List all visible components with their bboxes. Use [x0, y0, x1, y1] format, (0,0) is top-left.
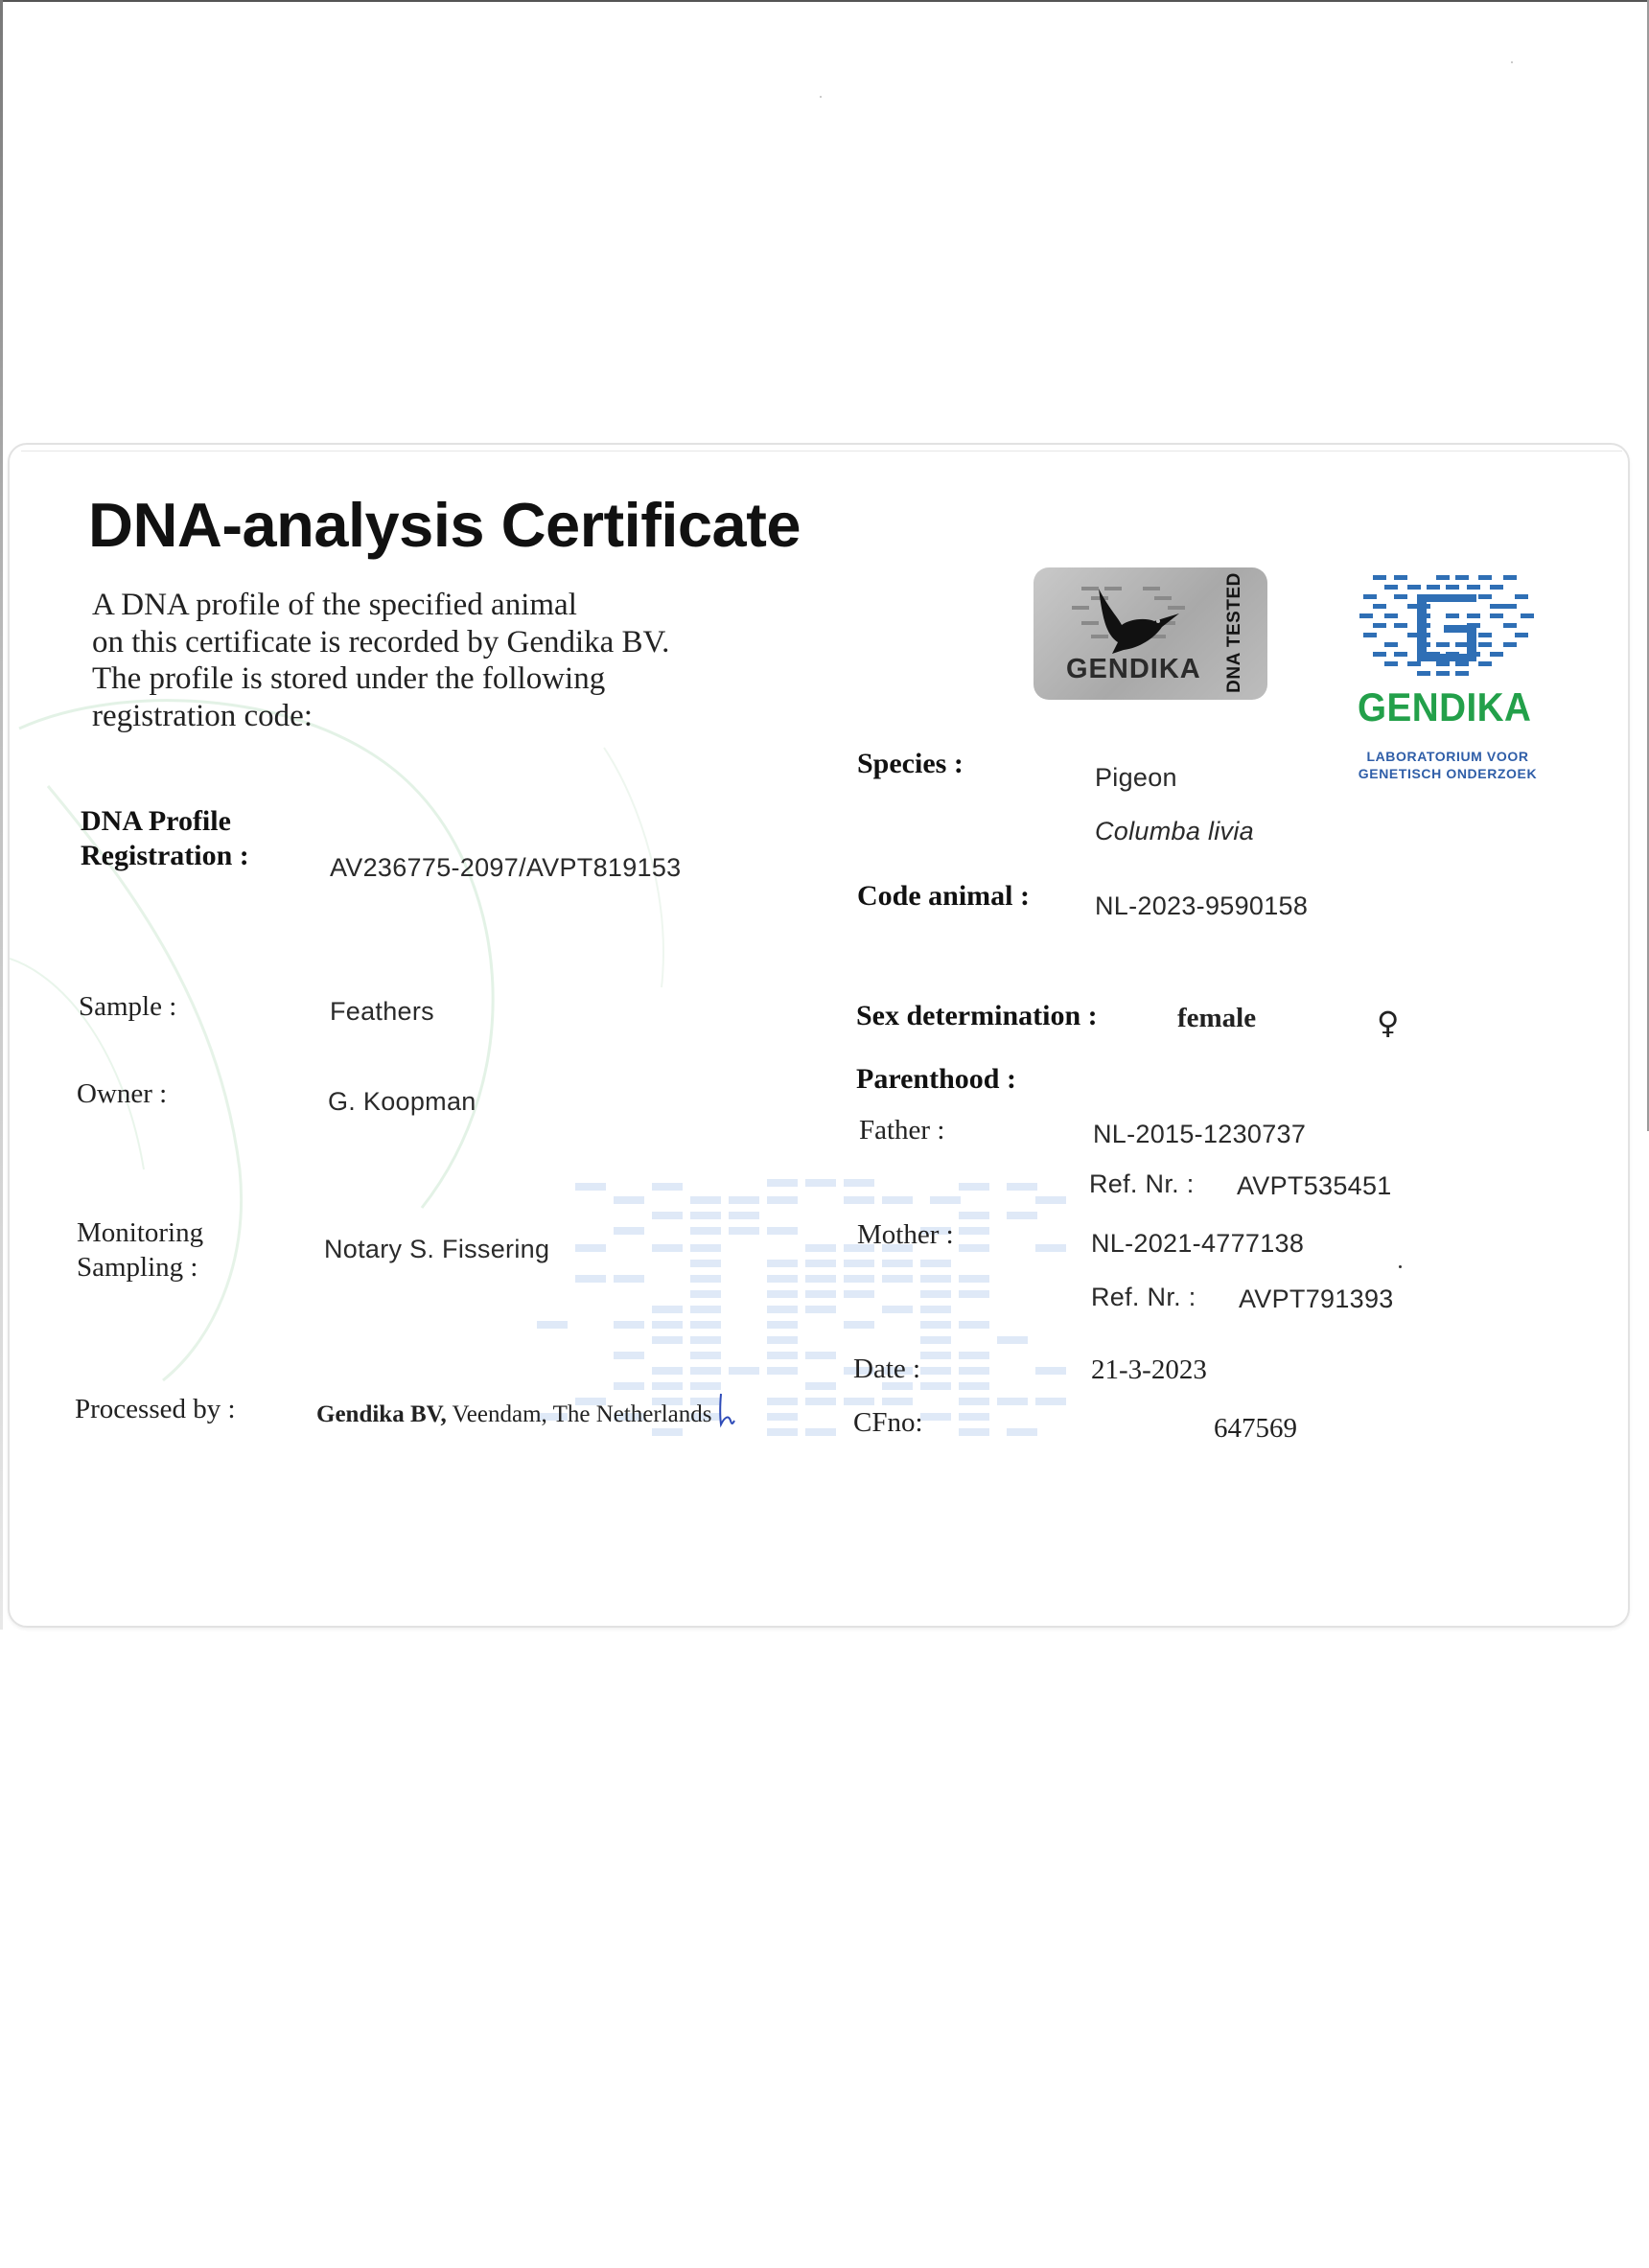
mother-label: Mother : [857, 1219, 954, 1250]
gendika-logo-subtitle [1352, 748, 1544, 782]
father-ref-value: AVPT535451 [1237, 1171, 1392, 1200]
code-animal-value: NL-2023-9590158 [1095, 891, 1309, 920]
mother-ref-label: Ref. Nr. : [1091, 1283, 1196, 1311]
gendika-logo-icon [1359, 571, 1534, 679]
pigeon-icon [1062, 579, 1206, 656]
processed-by-company: Gendika BV, [316, 1401, 447, 1427]
species-common-name: Pigeon [1095, 763, 1177, 792]
monitoring-label-line1: Monitoring [77, 1217, 204, 1248]
registration-label-line1: DNA Profile [81, 805, 231, 837]
processed-by-value [316, 1401, 712, 1428]
mother-ref-value: AVPT791393 [1239, 1284, 1394, 1313]
processed-by-location: Veendam, The Netherlands [446, 1401, 712, 1427]
scan-speck [1511, 61, 1513, 63]
gendika-logo-wordmark: GENDIKA [1358, 684, 1532, 729]
scan-edge-left [0, 0, 3, 1630]
sample-label: Sample : [79, 991, 177, 1022]
owner-label: Owner : [77, 1078, 168, 1109]
scan-edge-top [0, 0, 1649, 2]
scan-speck [820, 96, 822, 98]
sample-value: Feathers [330, 997, 434, 1026]
intro-paragraph [92, 587, 669, 734]
father-value: NL-2015-1230737 [1093, 1120, 1307, 1148]
sex-value: female [1177, 1003, 1257, 1033]
intro-line: registration code: [92, 698, 314, 733]
registration-label-line2: Registration : [81, 840, 249, 871]
certificate-title: DNA-analysis Certificate [88, 490, 801, 560]
intro-line: on this certificate is recorded by Gendika BV. [92, 624, 670, 660]
father-ref-label: Ref. Nr. : [1089, 1169, 1195, 1198]
monitoring-value: Notary S. Fissering [324, 1235, 550, 1263]
date-value: 21-3-2023 [1091, 1354, 1207, 1385]
gendika-watermark [527, 1177, 1122, 1522]
registration-value: AV236775-2097/AVPT819153 [330, 853, 682, 882]
species-latin-name: Columba livia [1095, 817, 1254, 845]
father-label: Father : [859, 1115, 945, 1146]
seal-dna-tested-text: DNA TESTED [1224, 572, 1245, 693]
cfno-value: 647569 [1214, 1413, 1297, 1444]
parenthood-label: Parenthood : [856, 1063, 1016, 1095]
mother-value: NL-2021-4777138 [1091, 1229, 1305, 1258]
logo-subtitle-line: GENETISCH ONDERZOEK [1358, 766, 1538, 781]
processed-by-label: Processed by : [75, 1394, 236, 1424]
female-symbol-icon: ♀ [1377, 1005, 1400, 1041]
date-label: Date : [853, 1354, 921, 1384]
monitoring-label-line2: Sampling : [77, 1252, 198, 1283]
cfno-label: CFno: [853, 1407, 923, 1438]
seal-vertical-label [1216, 572, 1254, 693]
logo-subtitle-line: LABORATORIUM VOOR [1366, 749, 1529, 764]
seal-gendika-text: GENDIKA [1066, 654, 1201, 684]
sex-determination-label: Sex determination : [856, 1000, 1098, 1031]
ink-speck [1399, 1265, 1402, 1268]
species-label: Species : [857, 748, 964, 779]
owner-value: G. Koopman [328, 1087, 476, 1116]
intro-line: A DNA profile of the specified animal [92, 588, 577, 622]
code-animal-label: Code animal : [857, 880, 1030, 912]
intro-line: The profile is stored under the following [92, 661, 606, 696]
pen-mark [717, 1392, 736, 1428]
